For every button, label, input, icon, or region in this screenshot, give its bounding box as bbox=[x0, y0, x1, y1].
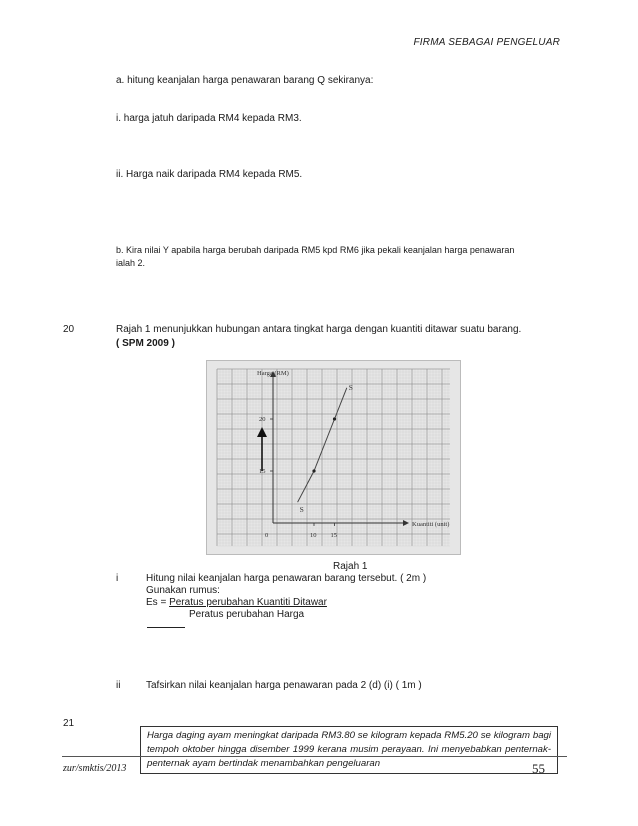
question-a-part-ii: ii. Harga naik daripada RM4 kepada RM5. bbox=[116, 169, 303, 180]
y-tick-label: 20 bbox=[259, 416, 266, 423]
formula-numerator: Peratus perubahan Kuantiti Ditawar bbox=[169, 597, 327, 608]
page-number: 55 bbox=[532, 761, 545, 776]
page-header-title: FIRMA SEBAGAI PENGELUAR bbox=[413, 37, 560, 48]
question-b-line1: b. Kira nilai Y apabila harga berubah daripada RM5 kpd RM6 jika pekali keanjalan harga penawaran bbox=[116, 245, 515, 255]
supply-label-bottom: S bbox=[299, 505, 304, 515]
footer-divider bbox=[62, 756, 567, 757]
question-20-number: 20 bbox=[63, 324, 75, 335]
footer-left: zur/smktis/2013 bbox=[63, 763, 127, 774]
data-point bbox=[333, 417, 336, 420]
question-a-part-i: i. harga jatuh daripada RM4 kepada RM3. bbox=[116, 113, 302, 124]
answer-line bbox=[147, 627, 185, 628]
question-20-part-ii-text: Tafsirkan nilai keanjalan harga penawaran pada 2 (d) (i) ( 1m ) bbox=[146, 680, 422, 691]
x-axis-label: Kuantiti (unit) bbox=[412, 521, 450, 528]
x-tick-label: 10 bbox=[310, 532, 317, 539]
question-20-part-i-text: Hitung nilai keanjalan harga penawaran barang tersebut. ( 2m ) bbox=[146, 573, 427, 584]
x-tick-label: 15 bbox=[330, 532, 337, 539]
data-point bbox=[312, 469, 315, 472]
formula-lhs: Es = bbox=[146, 597, 170, 608]
formula-intro: Gunakan rumus: bbox=[146, 585, 220, 596]
question-20-part-i-number: i bbox=[116, 573, 119, 584]
supply-graph bbox=[206, 360, 461, 555]
question-21-number: 21 bbox=[63, 718, 75, 729]
y-axis-label: Harga (RM) bbox=[257, 370, 289, 377]
question-21-box: Harga daging ayam meningkat daripada RM3.80 se kilogram kepada RM5.20 se kilogram bagi tempoh oktober hingga disember 1999 kerana musim perayaan. Ini menyebabkan penternak-penternak ayam bertindak menambahkan pengeluaran bbox=[140, 726, 558, 774]
question-a: a. hitung keanjalan harga penawaran barang Q sekiranya: bbox=[116, 75, 374, 86]
question-20-part-ii-number: ii bbox=[116, 680, 121, 691]
y-tick-label: 15 bbox=[259, 468, 266, 475]
question-b-line2: ialah 2. bbox=[116, 258, 146, 268]
formula-line bbox=[146, 597, 327, 609]
supply-graph-svg bbox=[207, 361, 460, 554]
supply-label-top: S bbox=[348, 382, 353, 392]
question-20-text: Rajah 1 menunjukkan hubungan antara tingkat harga dengan kuantiti ditawar suatu barang. bbox=[116, 324, 522, 335]
origin-label: 0 bbox=[265, 532, 269, 539]
question-20-source: ( SPM 2009 ) bbox=[116, 338, 175, 349]
formula-denominator: Peratus perubahan Harga bbox=[189, 609, 305, 620]
figure-caption: Rajah 1 bbox=[333, 561, 368, 572]
